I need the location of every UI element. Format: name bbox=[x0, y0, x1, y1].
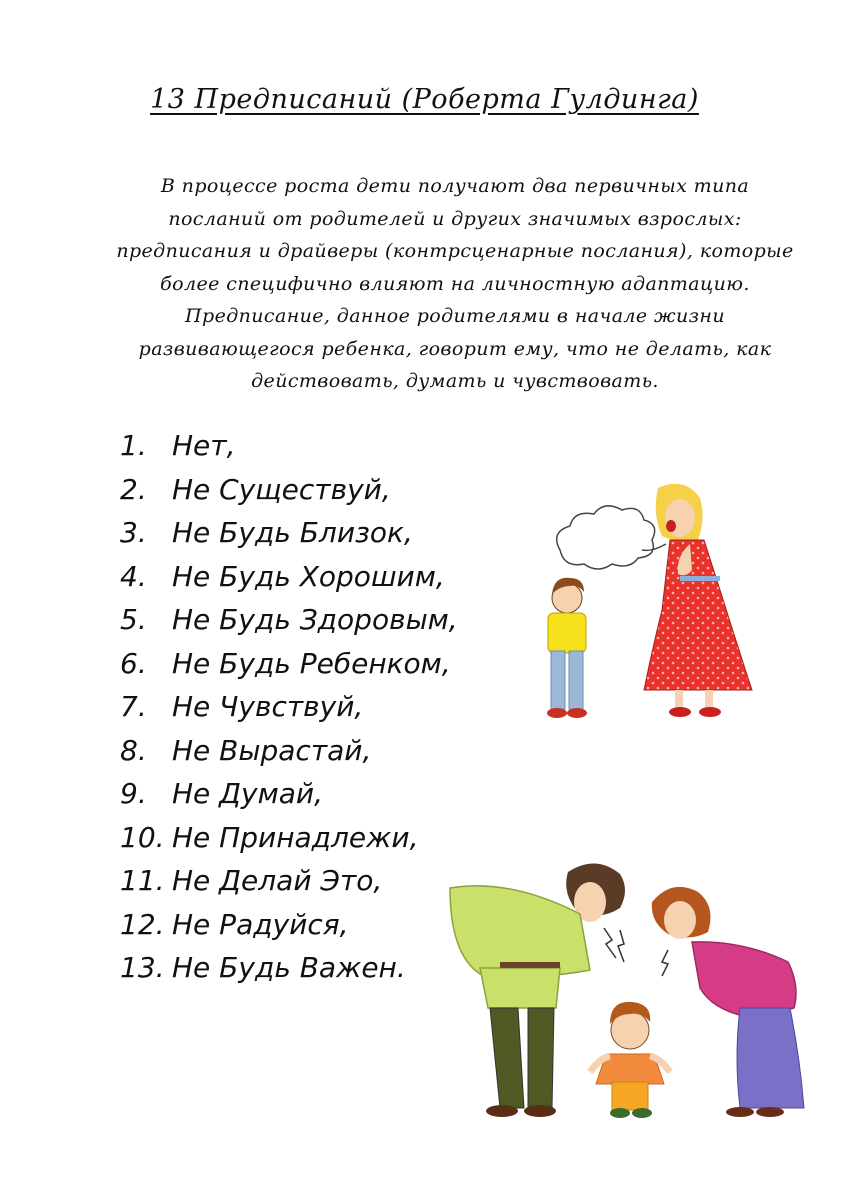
list-item bbox=[120, 511, 458, 555]
mother-figure bbox=[652, 887, 804, 1117]
list-item bbox=[120, 555, 458, 599]
intro-paragraph: В процессе роста дети получают два первичных типа посланий от родителей и других значимых взрослых: предписания и драйверы (контрсценарные послания), которые более специфично влияют на личностную адаптацию. Предписание, данное родителями в начале жизни развивающегося ребенка, говорит ему, что не делать, как действовать, думать и чувствовать. bbox=[116, 175, 794, 392]
item-text: Не Будь Хорошим, bbox=[172, 559, 445, 593]
item-number: 8. bbox=[120, 733, 147, 767]
shout-lines-icon bbox=[604, 928, 668, 976]
item-text: Не Вырастай, bbox=[172, 733, 372, 767]
item-number: 7. bbox=[120, 690, 147, 724]
item-text: Не Принадлежи, bbox=[172, 820, 419, 854]
list-item bbox=[120, 859, 458, 903]
item-number: 12. bbox=[120, 907, 165, 941]
item-text: Не Будь Здоровым, bbox=[172, 603, 458, 637]
item-number: 2. bbox=[120, 472, 147, 506]
list-item bbox=[120, 685, 458, 729]
item-number: 4. bbox=[120, 559, 147, 593]
list-item bbox=[120, 772, 458, 816]
boy-figure bbox=[547, 578, 587, 718]
list-item bbox=[120, 468, 458, 512]
speech-cloud-icon bbox=[557, 506, 666, 569]
list-item bbox=[120, 816, 458, 860]
item-number: 9. bbox=[120, 777, 147, 811]
list-item bbox=[120, 729, 458, 773]
item-number: 6. bbox=[120, 646, 147, 680]
injunction-list bbox=[120, 424, 458, 990]
item-text: Не Делай Это, bbox=[172, 864, 383, 898]
list-item bbox=[120, 903, 458, 947]
parents-scolding-child-illustration bbox=[440, 858, 815, 1123]
item-number: 10. bbox=[120, 820, 165, 854]
item-text: Не Будь Ребенком, bbox=[172, 646, 451, 680]
page-title: 13 Предписаний (Роберта Гулдинга) bbox=[150, 84, 699, 115]
item-number: 5. bbox=[120, 603, 147, 637]
mother-scolding-boy-illustration bbox=[530, 480, 790, 725]
item-text: Не Радуйся, bbox=[172, 907, 349, 941]
item-text: Не Будь Близок, bbox=[172, 516, 413, 550]
item-number: 11. bbox=[120, 864, 165, 898]
item-text: Не Думай, bbox=[172, 777, 324, 811]
item-number: 13. bbox=[120, 951, 165, 985]
item-number: 1. bbox=[120, 429, 147, 463]
item-text: Нет, bbox=[172, 429, 236, 463]
mother-figure bbox=[644, 484, 752, 717]
item-text: Не Будь Важен. bbox=[172, 951, 406, 985]
child-figure bbox=[590, 1002, 670, 1118]
list-item bbox=[120, 598, 458, 642]
item-text: Не Существуй, bbox=[172, 472, 391, 506]
list-item bbox=[120, 642, 458, 686]
list-item bbox=[120, 424, 458, 468]
item-text: Не Чувствуй, bbox=[172, 690, 364, 724]
item-number: 3. bbox=[120, 516, 147, 550]
list-item bbox=[120, 946, 458, 990]
